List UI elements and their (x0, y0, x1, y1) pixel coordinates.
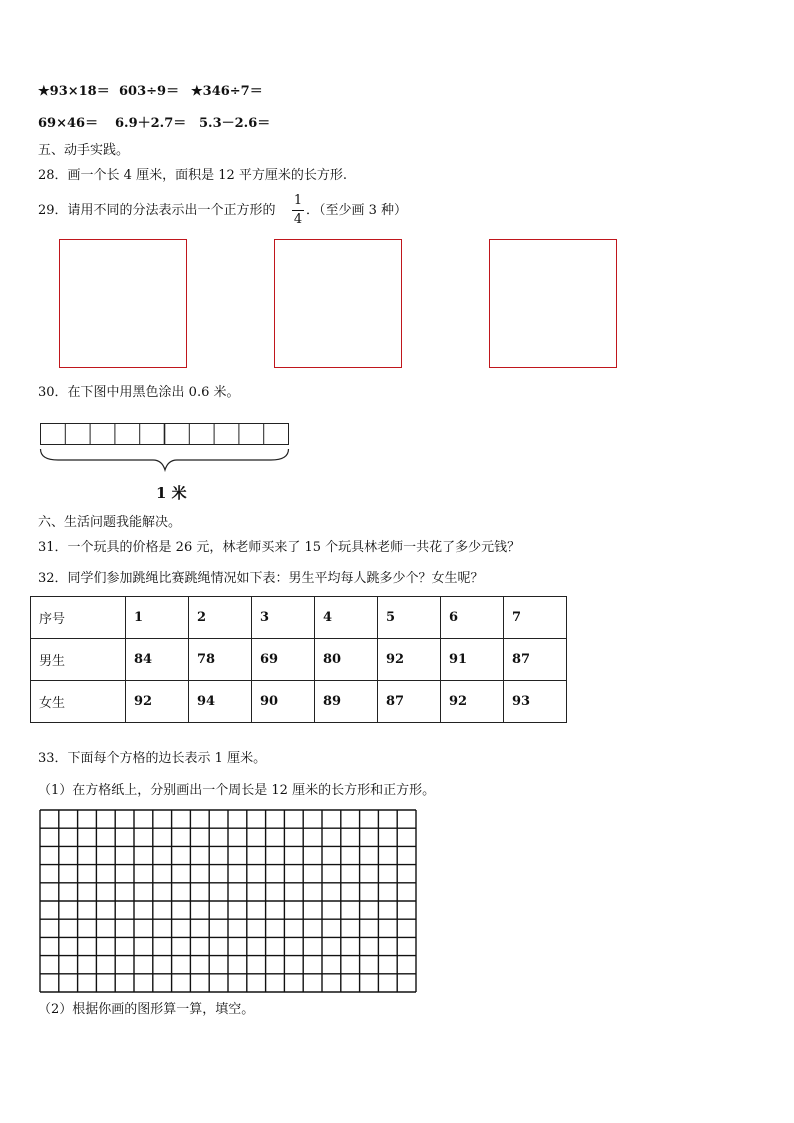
question-33-part2: （2）根据你画的图形算一算，填空。 (38, 1002, 255, 1017)
grid-paper[interactable] (38, 808, 420, 996)
table-cell: 92 (378, 639, 441, 681)
question-31: 31．一个玩具的价格是 26 元，林老师买来了 15 个玩具林老师一共花了多少元钱？ (38, 540, 521, 555)
table-cell: 7 (504, 597, 567, 639)
question-30: 30．在下图中用黑色涂出 0.6 米。 (38, 385, 240, 400)
drawing-square[interactable] (59, 239, 187, 368)
table-cell: 92 (126, 681, 189, 723)
question-33-part1: （1）在方格纸上，分别画出一个周长是 12 厘米的长方形和正方形。 (38, 783, 436, 798)
calc-item: 6.9＋2.7＝ (115, 116, 187, 131)
table-cell: 89 (315, 681, 378, 723)
question-33: 33．下面每个方格的边长表示 1 厘米。 (38, 751, 267, 766)
calc-item: ★93×18＝ (38, 84, 110, 99)
table-cell: 6 (441, 597, 504, 639)
table-cell: 5 (378, 597, 441, 639)
table-cell: 69 (252, 639, 315, 681)
fraction-denominator: 4 (293, 212, 303, 227)
table-cell: 女生 (31, 681, 126, 723)
table-cell: 94 (189, 681, 252, 723)
table-row (31, 597, 567, 639)
table-cell: 91 (441, 639, 504, 681)
table-cell: 90 (252, 681, 315, 723)
table-cell: 3 (252, 597, 315, 639)
ruler-label: 1 米 (156, 484, 187, 502)
table-cell: 87 (504, 639, 567, 681)
question-29-text-after: ．（至少画 3 种） (306, 203, 408, 218)
jump-rope-table (30, 596, 567, 723)
question-28: 28．画一个长 4 厘米，面积是 12 平方厘米的长方形. (38, 168, 348, 183)
meter-ruler[interactable] (38, 422, 294, 482)
table-cell: 序号 (31, 597, 126, 639)
fraction-numerator: 1 (293, 193, 303, 208)
question-29-text: 29．请用不同的分法表示出一个正方形的 (38, 203, 276, 218)
table-cell: 男生 (31, 639, 126, 681)
calc-item: 5.3－2.6＝ (199, 116, 271, 131)
table-row (31, 681, 567, 723)
calc-item: 603÷9＝ (119, 84, 180, 99)
drawing-square[interactable] (274, 239, 402, 368)
table-cell: 2 (189, 597, 252, 639)
question-32: 32．同学们参加跳绳比赛跳绳情况如下表：男生平均每人跳多少个？女生呢？ (38, 571, 484, 586)
section-title: 五、动手实践。 (38, 143, 130, 158)
table-row (31, 639, 567, 681)
table-cell: 80 (315, 639, 378, 681)
table-cell: 93 (504, 681, 567, 723)
table-cell: 4 (315, 597, 378, 639)
table-cell: 92 (441, 681, 504, 723)
calc-item: 69×46＝ (38, 116, 99, 131)
table-cell: 1 (126, 597, 189, 639)
ruler-brace (41, 449, 289, 470)
table-cell: 87 (378, 681, 441, 723)
fraction-bar (292, 210, 304, 211)
calc-item: ★346÷7＝ (191, 84, 263, 99)
drawing-square[interactable] (489, 239, 617, 368)
table-cell: 78 (189, 639, 252, 681)
section-title: 六、生活问题我能解决。 (38, 515, 182, 530)
table-cell: 84 (126, 639, 189, 681)
